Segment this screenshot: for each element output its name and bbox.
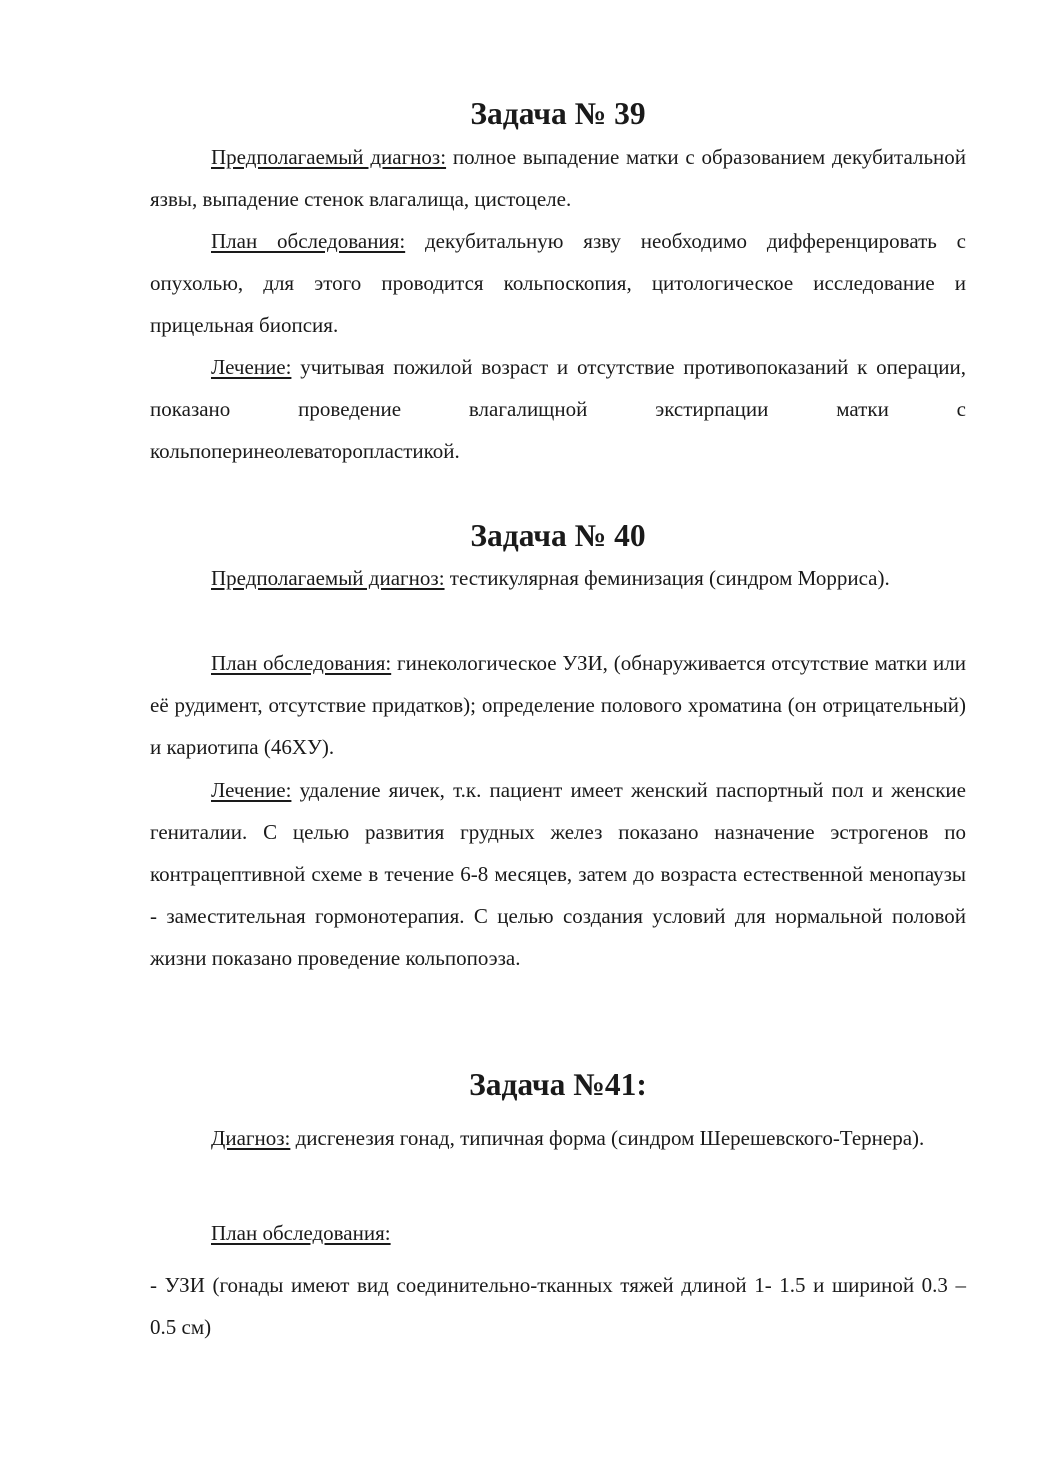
treatment-text: удаление яичек, т.к. пациент имеет женский паспортный пол и женские гениталии. С целью развития грудных желез показано назначение эстрогенов по контрацептивной схеме в течение 6-8 месяцев, затем до возраста естественной менопаузы - заместительная гормонотерапия. С целью создания условий для нормальной половой жизни показано проведение кольпопоэза.: [150, 778, 966, 970]
task-41-title: Задача №41:: [469, 1067, 647, 1102]
diagnosis-text: дисгенезия гонад, типичная форма (синдром Шерешевского-Тернера).: [290, 1126, 925, 1150]
treatment-text: учитывая пожилой возраст и отсутствие противопоказаний к операции, показано проведение влагалищной экстирпации матки с кольпоперинеолеваторопластикой.: [150, 355, 966, 463]
plan-label: План обследования:: [211, 229, 406, 253]
plan-text: декубитальную язву необходимо дифференцировать с опухолью, для этого проводится кольпоскопия, цитологическое исследование и прицельная биопсия.: [150, 229, 966, 337]
task-40-plan: [150, 642, 966, 768]
task-41-plan-item: - УЗИ (гонады имеют вид соединительно-тканных тяжей длиной 1- 1.5 и шириной 0.3 – 0.5 см): [150, 1273, 966, 1339]
task-41-plan: [150, 1212, 966, 1254]
task-39-treatment: [150, 346, 966, 472]
plan-text: гинекологическое УЗИ, (обнаруживается отсутствие матки или её рудимент, отсутствие придатков); определение полового хроматина (он отрицательный) и кариотипа (46ХУ).: [150, 651, 966, 759]
task-39-plan: [150, 220, 966, 346]
task-40-treatment: [150, 769, 966, 979]
treatment-label: Лечение:: [211, 355, 292, 379]
treatment-label: Лечение:: [211, 778, 292, 802]
plan-label: План обследования:: [211, 1221, 391, 1245]
diagnosis-label: Предполагаемый диагноз:: [211, 566, 445, 590]
task-39-title: Задача № 39: [470, 96, 646, 131]
plan-label: План обследования:: [211, 651, 392, 675]
task-39-diagnosis: [150, 136, 966, 220]
task-40-diagnosis: [211, 557, 966, 599]
task-41-diagnosis: [150, 1117, 966, 1159]
diagnosis-text: тестикулярная феминизация (синдром Морриса).: [444, 566, 890, 590]
task-40-title: Задача № 40: [470, 518, 646, 553]
diagnosis-label: Диагноз:: [211, 1126, 291, 1150]
diagnosis-label: Предполагаемый диагноз:: [211, 145, 447, 169]
diagnosis-text: полное выпадение матки с образованием декубитальной язвы, выпадение стенок влагалища, цистоцеле.: [150, 145, 966, 211]
